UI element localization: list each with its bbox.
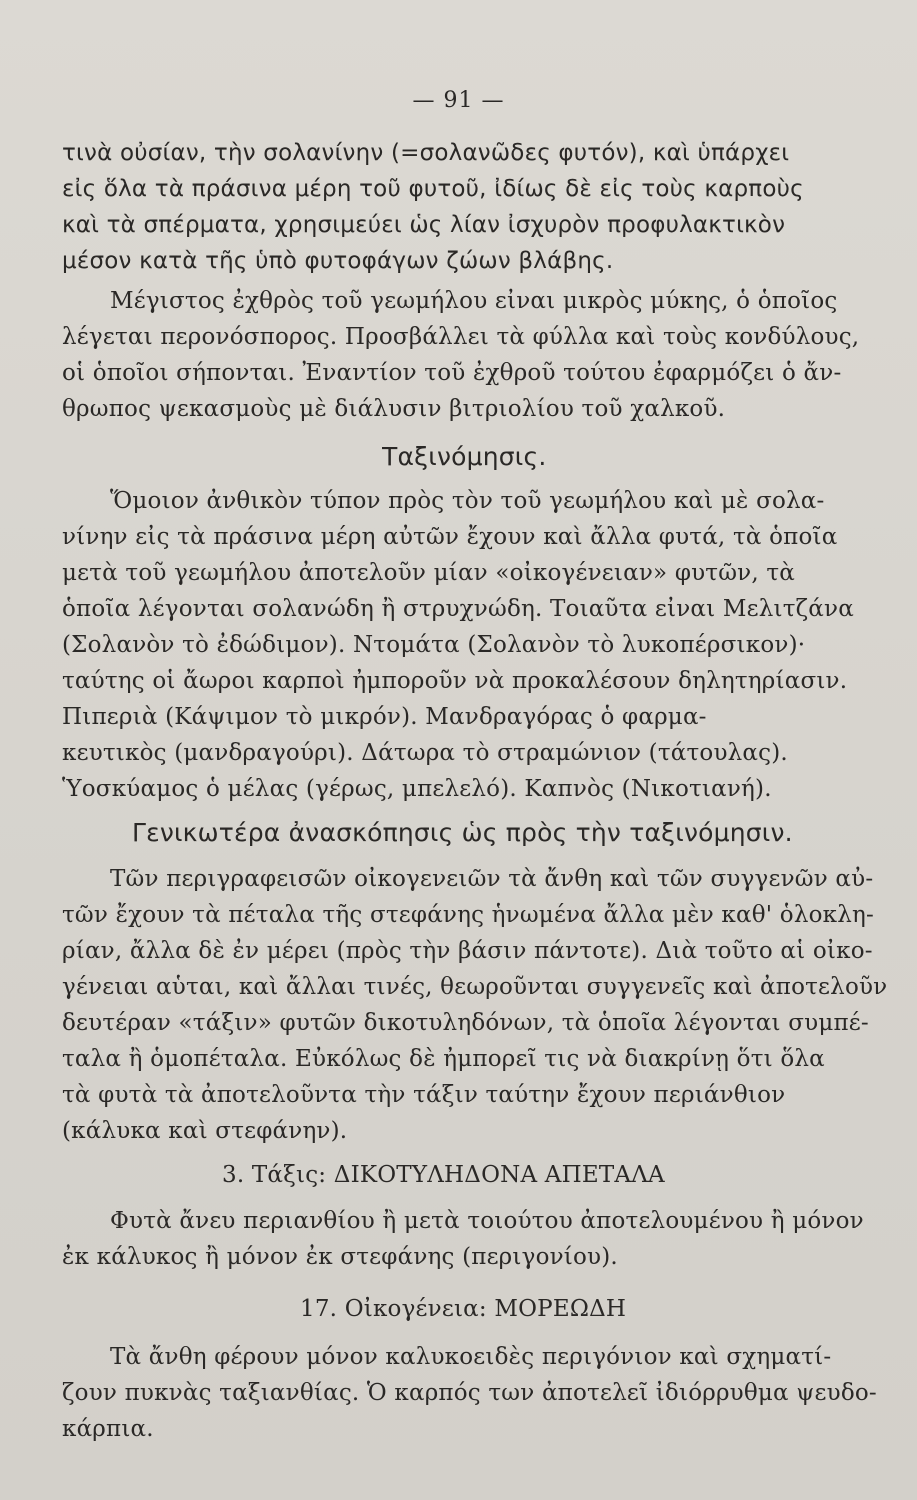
text-line: Τῶν περιγραφεισῶν οἰκογενειῶν τὰ ἄνθη καὶ τῶν συγγενῶν αὐ-: [110, 866, 874, 892]
text-line: (Σολανὸν τὸ ἐδώδιμον). Ντομάτα (Σολανὸν τὸ λυκοπέρσικον)·: [62, 632, 806, 658]
text-line: τὰ φυτὰ τὰ ἀποτελοῦντα τὴν τάξιν ταύτην ἔχουν περιάνθιον: [62, 1082, 786, 1108]
text-line: Ὅμοιον ἀνθικὸν τύπον πρὸς τὸν τοῦ γεωμήλου καὶ μὲ σολα-: [110, 488, 825, 514]
text-line: νίνην εἰς τὰ πράσινα μέρη αὐτῶν ἔχουν καὶ ἄλλα φυτά, τὰ ὁποῖα: [62, 524, 838, 550]
text-line: τῶν ἔχουν τὰ πέταλα τῆς στεφάνης ἡνωμένα ἄλλα μὲν καθ' ὁλοκλη-: [62, 902, 874, 928]
text-line: ταλα ἢ ὁμοπέταλα. Εὐκόλως δὲ ἠμπορεῖ τις νὰ διακρίνῃ ὅτι ὅλα: [62, 1046, 825, 1072]
text-line: εἰς ὅλα τὰ πράσινα μέρη τοῦ φυτοῦ, ἰδίως δὲ εἰς τοὺς καρποὺς: [62, 176, 804, 202]
text-line: οἱ ὁποῖοι σήπονται. Ἐναντίον τοῦ ἐχθροῦ τούτου ἐφαρμόζει ὁ ἄν-: [62, 360, 842, 386]
section-heading: 3. Τάξις: ΔΙΚΟΤΥΛΗΔΟΝΑ ΑΠΕΤΑΛΑ: [222, 1162, 665, 1188]
text-line: κευτικὸς (μανδραγούρι). Δάτωρα τὸ στραμώνιον (τάτουλας).: [62, 740, 788, 766]
text-line: γένειαι αὗται, καὶ ἄλλαι τινές, θεωροῦνται συγγενεῖς καὶ ἀποτελοῦν: [62, 974, 888, 1000]
text-line: καὶ τὰ σπέρματα, χρησιμεύει ὡς λίαν ἰσχυρὸν προφυλακτικὸν: [62, 212, 786, 238]
text-line: μετὰ τοῦ γεωμήλου ἀποτελοῦν μίαν «οἰκογένειαν» φυτῶν, τὰ: [62, 560, 796, 586]
text-line: ὁποῖα λέγονται σολανώδη ἢ στρυχνώδη. Τοιαῦτα εἶναι Μελιτζάνα: [62, 596, 854, 622]
page-number: — 91 —: [412, 88, 505, 113]
text-line: (κάλυκα καὶ στεφάνην).: [62, 1118, 348, 1144]
text-line: Τὰ ἄνθη φέρουν μόνον καλυκοειδὲς περιγόνιον καὶ σχηματί-: [110, 1344, 832, 1370]
text-line: Μέγιστος ἐχθρὸς τοῦ γεωμήλου εἶναι μικρὸς μύκης, ὁ ὁποῖος: [110, 288, 838, 314]
text-line: ταύτης οἱ ἄωροι καρποὶ ἠμποροῦν νὰ προκαλέσουν δηλητηρίασιν.: [62, 668, 848, 694]
text-line: τινὰ οὐσίαν, τὴν σολανίνην (=σολανῶδες φυτόν), καὶ ὑπάρχει: [62, 140, 790, 166]
text-line: ρίαν, ἄλλα δὲ ἐν μέρει (πρὸς τὴν βάσιν πάντοτε). Διὰ τοῦτο αἱ οἰκο-: [62, 938, 873, 964]
text-line: μέσον κατὰ τῆς ὑπὸ φυτοφάγων ζώων βλάβης.: [62, 248, 614, 274]
text-line: Πιπεριὰ (Κάψιμον τὸ μικρόν). Μανδραγόρας ὁ φαρμα-: [62, 704, 707, 730]
text-line: ζουν πυκνὰς ταξιανθίας. Ὁ καρπός των ἀποτελεῖ ἰδιόρρυθμα ψευδο-: [62, 1380, 877, 1406]
section-heading: 17. Οἰκογένεια: ΜΟΡΕΩΔΗ: [300, 1296, 627, 1322]
text-line: δευτέραν «τάξιν» φυτῶν δικοτυληδόνων, τὰ ὁποῖα λέγονται συμπέ-: [62, 1010, 869, 1036]
text-line: κάρπια.: [62, 1416, 154, 1442]
text-line: Ὑοσκύαμος ὁ μέλας (γέρως, μπελελό). Καπνὸς (Νικοτιανή).: [62, 776, 772, 802]
text-line: θρωπος ψεκασμοὺς μὲ διάλυσιν βιτριολίου τοῦ χαλκοῦ.: [62, 396, 726, 422]
text-line: λέγεται περονόσπορος. Προσβάλλει τὰ φύλλα καὶ τοὺς κονδύλους,: [62, 324, 860, 350]
text-line: Φυτὰ ἄνευ περιανθίου ἢ μετὰ τοιούτου ἀποτελουμένου ἢ μόνον: [110, 1208, 864, 1234]
section-heading: Ταξινόμησις.: [382, 442, 547, 471]
text-line: ἐκ κάλυκος ἢ μόνον ἐκ στεφάνης (περιγονίου).: [62, 1244, 618, 1270]
section-heading: Γενικωτέρα ἀνασκόπησις ὡς πρὸς τὴν ταξινόμησιν.: [132, 818, 793, 847]
